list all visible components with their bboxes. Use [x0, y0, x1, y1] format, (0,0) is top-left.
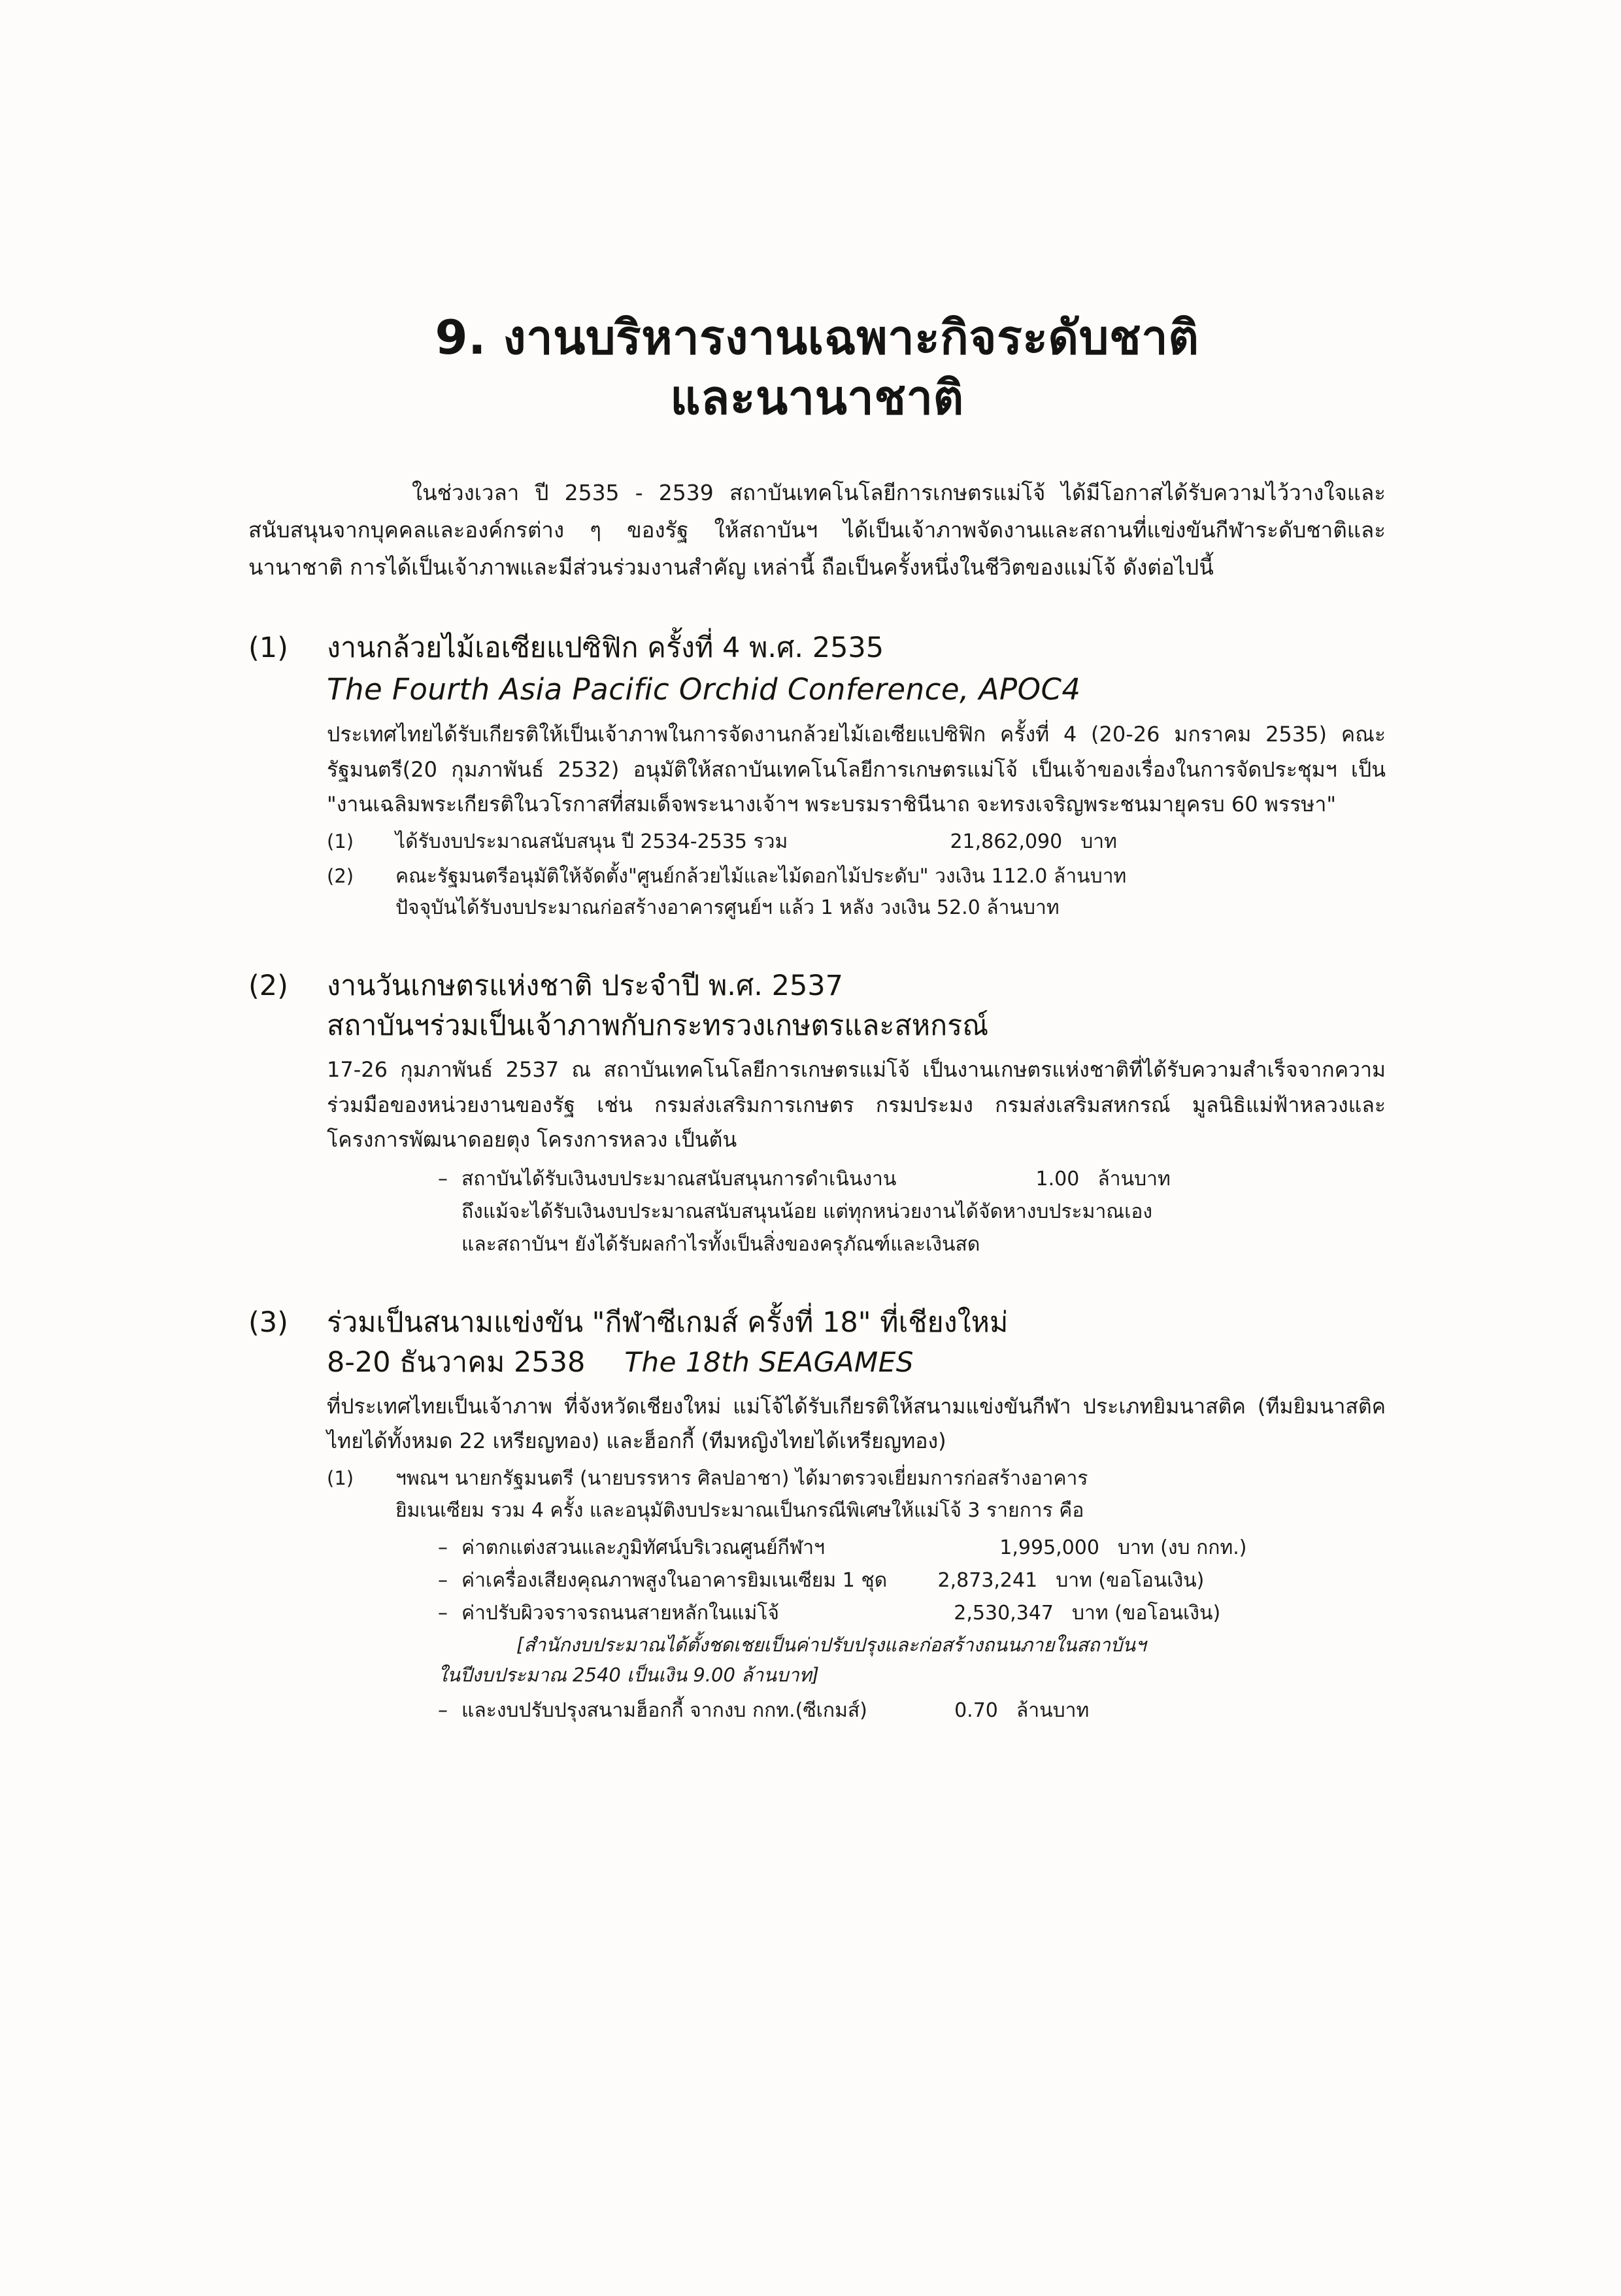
page-title: [248, 307, 1386, 428]
dash-text: ค่าปรับผิวจราจรถนนสายหลักในแม่โจ้ 2,530,347 บาท (ขอโอนเงิน): [461, 1597, 1386, 1630]
section-3-title-th: ร่วมเป็นสนามแข่งขัน "กีฬาซีเกมส์ ครั้งที่ 18" ที่เชียงใหม่: [327, 1306, 1009, 1339]
dash-unit: บาท (ขอโอนเงิน): [1071, 1602, 1221, 1625]
budget-note-line2: ในปีงบประมาณ 2540 เป็นเงิน 9.00 ล้านบาท]: [438, 1664, 820, 1687]
section-1-heading: [248, 628, 1386, 711]
list-item: [438, 1695, 1386, 1727]
dash-text: สถาบันได้รับเงินงบประมาณสนับสนุนการดำเนินงาน 1.00 ล้านบาท: [461, 1163, 1386, 1196]
dash-marker-icon: –: [438, 1569, 448, 1593]
list-item: [327, 1463, 1386, 1527]
dash-marker-icon: –: [438, 1602, 448, 1625]
dash-marker-icon: –: [438, 1536, 448, 1560]
budget-note-line1: [สำนักงบประมาณได้ตั้งชดเชยเป็นค่าปรับปรุงและก่อสร้างถนนภายในสถาบันฯ: [516, 1633, 1146, 1656]
dash-text: และงบปรับปรุงสนามฮ็อกกี้ จากงบ กกท.(ซีเกมส์) 0.70 ล้านบาท: [461, 1695, 1386, 1727]
section-3-title-date: 8-20 ธันวาคม 2538 The 18th SEAGAMES: [327, 1345, 914, 1379]
section-1-title-en: The Fourth Asia Pacific Orchid Conference, APOC4: [327, 671, 1081, 707]
section-3-subitems: [327, 1463, 1386, 1527]
list-item: [438, 1163, 1386, 1196]
section-2-number: (2): [248, 969, 288, 1002]
list-item: [438, 1532, 1386, 1564]
dash-unit: บาท (งบ กกท.): [1117, 1536, 1247, 1560]
subitem-text-line1: คณะรัฐมนตรีอนุมัติให้จัดตั้ง"ศูนย์กล้วยไม้และไม้ดอกไม้ประดับ" วงเงิน 112.0 ล้านบาท: [395, 864, 1127, 888]
section-2-title-th: งานวันเกษตรแห่งชาติ ประจำปี พ.ศ. 2537: [327, 969, 844, 1002]
subitem-number: (2): [327, 864, 354, 887]
dash-follow-line2: และสถาบันฯ ยังได้รับผลกำไรทั้งเป็นสิ่งของครุภัณฑ์และเงินสด: [461, 1232, 980, 1256]
section-3-title-en: The 18th SEAGAMES: [624, 1345, 914, 1378]
dash-amount: 2,873,241: [937, 1569, 1038, 1593]
dash-amount: 2,530,347: [954, 1602, 1054, 1625]
dash-follow-line1: ถึงแม้จะได้รับเงินงบประมาณสนับสนุนน้อย แต่ทุกหน่วยงานได้จัดหางบประมาณเอง: [461, 1200, 1153, 1224]
dash-amount: 1,995,000: [999, 1536, 1099, 1560]
dash-text: ค่าเครื่องเสียงคุณภาพสูงในอาคารยิมเนเซียม 1 ชุด 2,873,241 บาท (ขอโอนเงิน): [461, 1564, 1386, 1597]
section-1: [248, 628, 1386, 924]
list-item: [438, 1597, 1386, 1630]
subitem-number: (1): [327, 830, 354, 853]
subitem-text-line2: ยิมเนเซียม รวม 4 ครั้ง และอนุมัติงบประมาณเป็นกรณีพิเศษให้แม่โจ้ 3 รายการ คือ: [395, 1498, 1084, 1522]
page-title-line1: 9. งานบริหารงานเฉพาะกิจระดับชาติ: [435, 310, 1199, 365]
subitem-unit: บาท: [1080, 830, 1117, 854]
section-2-body: 17-26 กุมภาพันธ์ 2537 ณ สถาบันเทคโนโลยีการเกษตรแม่โจ้ เป็นงานเกษตรแห่งชาติที่ได้รับความสำเร็จจากความร่วมมือของหน่วยงานของรัฐ เช่น กรมส่งเสริมการเกษตร กรมประมง กรมส่งเสริมสหกรณ์ มูลนิธิแม่ฟ้าหลวงและโครงการพัฒนาดอยตุง โครงการหลวง เป็นต้น: [327, 1056, 1386, 1153]
dash-amount: 1.00: [1035, 1168, 1080, 1191]
section-1-number: (1): [248, 631, 288, 664]
list-item: [327, 861, 1386, 924]
document-content: [248, 307, 1386, 1727]
section-1-title-th: งานกล้วยไม้เอเซียแปซิฟิก ครั้งที่ 4 พ.ศ. 2535: [327, 631, 884, 664]
section-3: [248, 1303, 1386, 1727]
dash-marker-icon: –: [438, 1698, 448, 1722]
section-2-dash-list: [438, 1163, 1386, 1260]
section-1-body: ประเทศไทยได้รับเกียรติให้เป็นเจ้าภาพในการจัดงานกล้วยไม้เอเซียแปซิฟิก ครั้งที่ 4 (20-26 มกราคม 2535) คณะรัฐมนตรี(20 กุมภาพันธ์ 2532) อนุมัติให้สถาบันเทคโนโลยีการเกษตรแม่โจ้ เป็นเจ้าของเรื่องในการจัดประชุมฯ เป็น "งานเฉลิมพระเกียรติในวโรกาสที่สมเด็จพระนางเจ้าฯ พระบรมราชินีนาถ จะทรงเจริญพระชนมายุครบ 60 พรรษา": [327, 721, 1386, 817]
dash-unit: ล้านบาท: [1097, 1168, 1171, 1191]
dash-marker-icon: –: [438, 1168, 448, 1191]
subitem-text: ได้รับงบประมาณสนับสนุน ปี 2534-2535 รวม 21,862,090 บาท: [395, 826, 1386, 858]
section-1-subitems: [327, 826, 1386, 924]
subitem-number: (1): [327, 1467, 354, 1490]
section-2-heading: [248, 966, 1386, 1046]
section-3-heading: [248, 1303, 1386, 1383]
dash-text: ค่าตกแต่งสวนและภูมิทัศน์บริเวณศูนย์กีฬาฯ 1,995,000 บาท (งบ กกท.): [461, 1532, 1386, 1564]
section-3-dash-list: [438, 1532, 1386, 1727]
intro-paragraph: ในช่วงเวลา ปี 2535 - 2539 สถาบันเทคโนโลยีการเกษตรแม่โจ้ ได้มีโอกาสได้รับความไว้วางใจและสนับสนุนจากบุคคลและองค์กรต่าง ๆ ของรัฐ ให้สถาบันฯ ได้เป็นเจ้าภาพจัดงานและสถานที่แข่งขันกีฬาระดับชาติและนานาชาติ การได้เป็นเจ้าภาพและมีส่วนร่วมงานสำคัญ เหล่านี้ ถือเป็นครั้งหนึ่งในชีวิตของแม่โจ้ ดังต่อไปนี้: [248, 480, 1386, 580]
subitem-text-line2: ปัจจุบันได้รับงบประมาณก่อสร้างอาคารศูนย์ฯ แล้ว 1 หลัง วงเงิน 52.0 ล้านบาท: [395, 896, 1060, 920]
section-3-body: ที่ประเทศไทยเป็นเจ้าภาพ ที่จังหวัดเชียงใหม่ แม่โจ้ได้รับเกียรติให้สนามแข่งขันกีฬา ประเภทยิมนาสติค (ทีมยิมนาสติคไทยได้ทั้งหมด 22 เหรียญทอง) และฮ็อกกี้ (ทีมหญิงไทยได้เหรียญทอง): [327, 1393, 1386, 1454]
list-item: [438, 1564, 1386, 1597]
subitem-amount: 21,862,090: [950, 830, 1063, 854]
list-item: [327, 826, 1386, 858]
section-3-number: (3): [248, 1306, 288, 1339]
section-2: [248, 966, 1386, 1261]
page-title-line2: และนานาชาติ: [670, 370, 964, 426]
dash-unit: บาท (ขอโอนเงิน): [1056, 1569, 1205, 1593]
section-2-subtitle-th: สถาบันฯร่วมเป็นเจ้าภาพกับกระทรวงเกษตรและสหกรณ์: [327, 1009, 989, 1042]
subitem-text-line1: ฯพณฯ นายกรัฐมนตรี (นายบรรหาร ศิลปอาชา) ได้มาตรวจเยี่ยมการก่อสร้างอาคาร: [395, 1467, 1088, 1491]
dash-amount: 0.70: [954, 1698, 998, 1722]
dash-unit: ล้านบาท: [1016, 1698, 1090, 1722]
